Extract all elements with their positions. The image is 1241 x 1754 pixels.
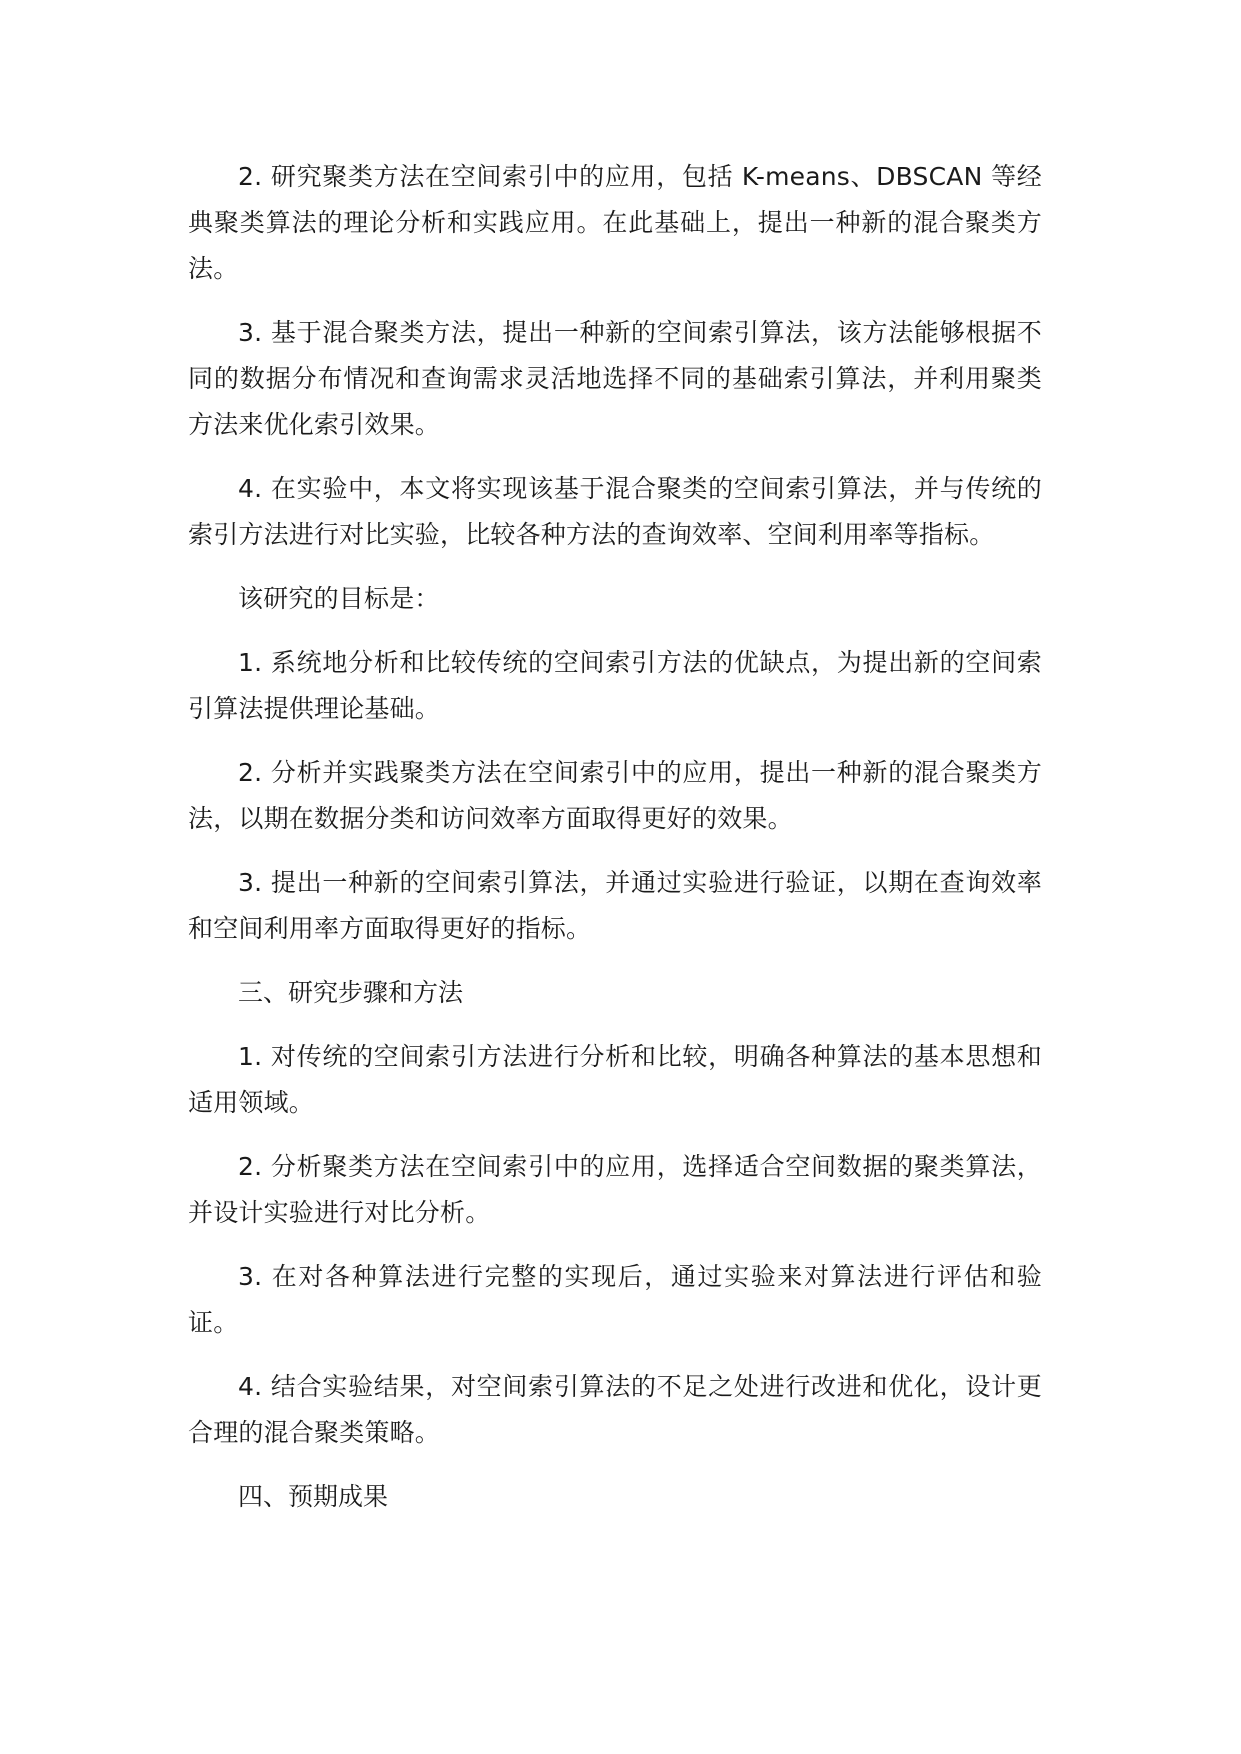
paragraph-goal-2: 2. 分析并实践聚类方法在空间索引中的应用，提出一种新的混合聚类方法，以期在数据分类和访问效率方面取得更好的效果。 bbox=[188, 758, 1042, 833]
document-body bbox=[188, 154, 1042, 1538]
paragraph-step-1: 1. 对传统的空间索引方法进行分析和比较，明确各种算法的基本思想和适用领域。 bbox=[188, 1042, 1042, 1117]
paragraph-goal-3: 3. 提出一种新的空间索引算法，并通过实验进行验证，以期在查询效率和空间利用率方面取得更好的指标。 bbox=[188, 868, 1042, 943]
paragraph-research-content-3: 3. 基于混合聚类方法，提出一种新的空间索引算法，该方法能够根据不同的数据分布情况和查询需求灵活地选择不同的基础索引算法，并利用聚类方法来优化索引效果。 bbox=[188, 318, 1042, 439]
section-heading-steps: 三、研究步骤和方法 bbox=[238, 978, 464, 1007]
section-heading-expected-results: 四、预期成果 bbox=[238, 1482, 389, 1511]
paragraph-goal-intro: 该研究的目标是： bbox=[238, 584, 440, 613]
paragraph-research-content-4: 4. 在实验中，本文将实现该基于混合聚类的空间索引算法，并与传统的索引方法进行对比实验，比较各种方法的查询效率、空间利用率等指标。 bbox=[188, 474, 1042, 549]
paragraph-goal-1: 1. 系统地分析和比较传统的空间索引方法的优缺点，为提出新的空间索引算法提供理论基础。 bbox=[188, 648, 1042, 723]
paragraph-step-3: 3. 在对各种算法进行完整的实现后，通过实验来对算法进行评估和验证。 bbox=[188, 1262, 1042, 1337]
paragraph-step-2: 2. 分析聚类方法在空间索引中的应用，选择适合空间数据的聚类算法，并设计实验进行对比分析。 bbox=[188, 1152, 1042, 1227]
paragraph-research-content-2: 2. 研究聚类方法在空间索引中的应用，包括 K-means、DBSCAN 等经典聚类算法的理论分析和实践应用。在此基础上，提出一种新的混合聚类方法。 bbox=[188, 162, 1042, 283]
paragraph-step-4: 4. 结合实验结果，对空间索引算法的不足之处进行改进和优化，设计更合理的混合聚类策略。 bbox=[188, 1372, 1042, 1447]
